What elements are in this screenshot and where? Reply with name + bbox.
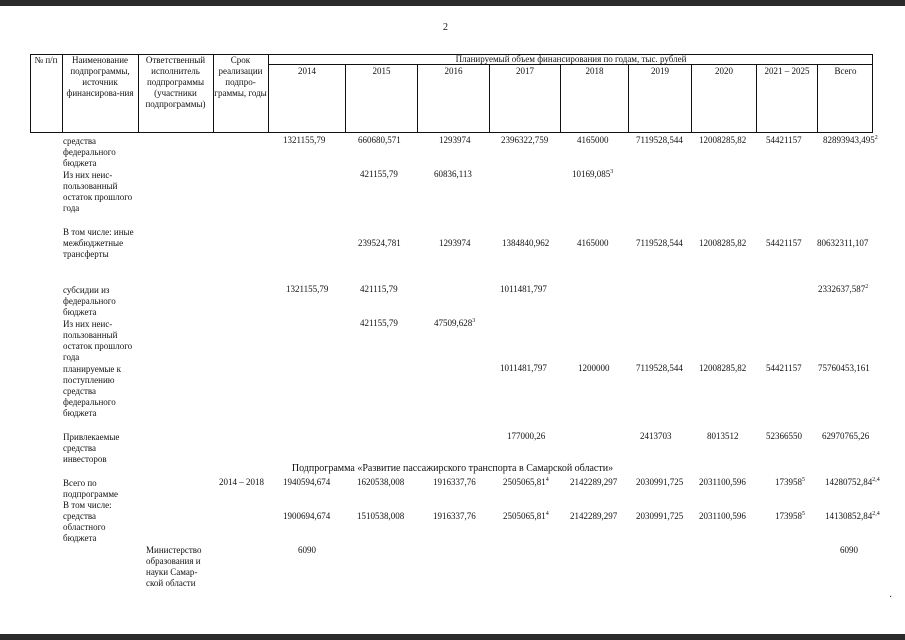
cell-value: 1916337,76 <box>433 477 476 487</box>
cell-value: 14130852,84$^{2,4}$ <box>825 511 880 521</box>
cell-value: 1900694,674 <box>283 511 331 521</box>
cell-value: 421155,79 <box>360 169 398 179</box>
bottom-border <box>0 634 905 640</box>
cell-value: 6090 <box>298 545 316 555</box>
cell-value: 1011481,797 <box>500 363 547 373</box>
cell-value: 1321155,79 <box>283 135 326 145</box>
cell-value: 6090 <box>840 545 858 555</box>
cell-value: 2142289,297 <box>570 477 618 487</box>
cell-value: 1916337,76 <box>433 511 476 521</box>
cell-value: 12008285,82 <box>699 135 747 145</box>
cell-term: 2014 – 2018 <box>219 477 264 487</box>
header-year: 2016 <box>444 66 463 76</box>
stray-mark: · <box>889 592 893 603</box>
subprogram-title: Подпрограмма «Развитие пассажирского транспорта в Самарской области» <box>291 463 614 474</box>
cell-value: 80632311,107 <box>817 238 869 248</box>
cell-value: 4165000 <box>577 135 609 145</box>
header-year: Всего <box>834 66 857 76</box>
header-year: 2017 <box>516 66 534 76</box>
header-year: 2014 <box>298 66 316 76</box>
cell-value: 2505065,81$^4$ <box>503 511 549 521</box>
header-name: Наименование подпрограммы, источник финансирова-ния <box>66 55 134 98</box>
cell-value: 1321155,79 <box>286 284 329 294</box>
cell-value: 660680,571 <box>358 135 401 145</box>
cell-value: 173958$^5$ <box>775 511 805 521</box>
header-num: № п/п <box>34 55 58 65</box>
cell-value: 2396322,759 <box>501 135 549 145</box>
row-responsible: Министерство образования и науки Самар-ской области <box>146 545 202 588</box>
cell-value: 2030991,725 <box>636 477 684 487</box>
cell-value: 62970765,26 <box>822 431 870 441</box>
cell-value: 12008285,82 <box>699 363 747 373</box>
top-border <box>0 0 905 6</box>
cell-value: 177000,26 <box>507 431 546 441</box>
header-term: Срок реализации подпро-граммы, годы <box>214 55 267 98</box>
row-label: В том числе: иные межбюджетные трансферты <box>63 227 134 259</box>
cell-value: 54421157 <box>766 238 802 248</box>
cell-value: 7119528,544 <box>636 238 683 248</box>
row-label: планируемые к поступлению средства федерального бюджета <box>63 364 122 418</box>
cell-value: 1510538,008 <box>357 511 405 521</box>
cell-value: 173958$^5$ <box>775 477 805 487</box>
cell-value: 8013512 <box>707 431 739 441</box>
cell-value: 2031100,596 <box>699 477 746 487</box>
cell-value: 54421157 <box>766 363 802 373</box>
row-label: Всего по подпрограмме <box>63 478 119 499</box>
cell-value: 1011481,797 <box>500 284 547 294</box>
cell-value: 2031100,596 <box>699 511 746 521</box>
cell-value: 7119528,544 <box>636 135 683 145</box>
header-responsible: Ответственный исполнитель подпрограммы (участники подпрограммы) <box>145 55 206 109</box>
cell-value: 2030991,725 <box>636 511 684 521</box>
cell-value: 1200000 <box>578 363 610 373</box>
page-number: 2 <box>443 22 448 33</box>
cell-value: 7119528,544 <box>636 363 683 373</box>
header-year: 2019 <box>651 66 669 76</box>
row-label: Из них неис-пользованный остаток прошлого года <box>63 319 133 362</box>
cell-value: 2142289,297 <box>570 511 618 521</box>
cell-value: 421115,79 <box>360 284 398 294</box>
cell-value: 14280752,84$^{2,4}$ <box>825 477 880 487</box>
cell-value: 60836,113 <box>434 169 472 179</box>
cell-value: 10169,085$^3$ <box>572 169 614 179</box>
cell-value: 1293974 <box>439 238 471 248</box>
header-year: 2018 <box>585 66 604 76</box>
cell-value: 1620538,008 <box>357 477 405 487</box>
cell-value: 54421157 <box>766 135 802 145</box>
cell-value: 1940594,674 <box>283 477 331 487</box>
row-label: Привлекаемые средства инвесторов <box>63 432 120 464</box>
row-label: Из них неис-пользованный остаток прошлого года <box>63 170 133 213</box>
header-year: 2015 <box>372 66 391 76</box>
cell-value: 2505065,81$^4$ <box>503 477 549 487</box>
header-year: 2021 – 2025 <box>764 66 810 76</box>
cell-value: 12008285,82 <box>699 238 747 248</box>
row-label: В том числе: средства областного бюджета <box>63 500 112 543</box>
row-label: субсидии из федерального бюджета <box>63 285 116 317</box>
cell-value: 4165000 <box>577 238 609 248</box>
cell-value: 2413703 <box>640 431 672 441</box>
cell-value: 82893943,495$^2$ <box>823 135 878 145</box>
cell-value: 75760453,161 <box>818 363 870 373</box>
cell-value: 1293974 <box>439 135 471 145</box>
cell-value: 1384840,962 <box>502 238 550 248</box>
row-label: средства федерального бюджета <box>63 136 116 168</box>
cell-value: 421155,79 <box>360 318 398 328</box>
cell-value: 52366550 <box>766 431 802 441</box>
cell-value: 239524,781 <box>358 238 401 248</box>
cell-value: 2332637,587$^2$ <box>818 284 869 294</box>
header-year: 2020 <box>715 66 733 76</box>
cell-value: 47509,628$^3$ <box>434 318 476 328</box>
header-planned: Планируемый объем финансирования по годам, тыс. рублей <box>455 54 687 64</box>
